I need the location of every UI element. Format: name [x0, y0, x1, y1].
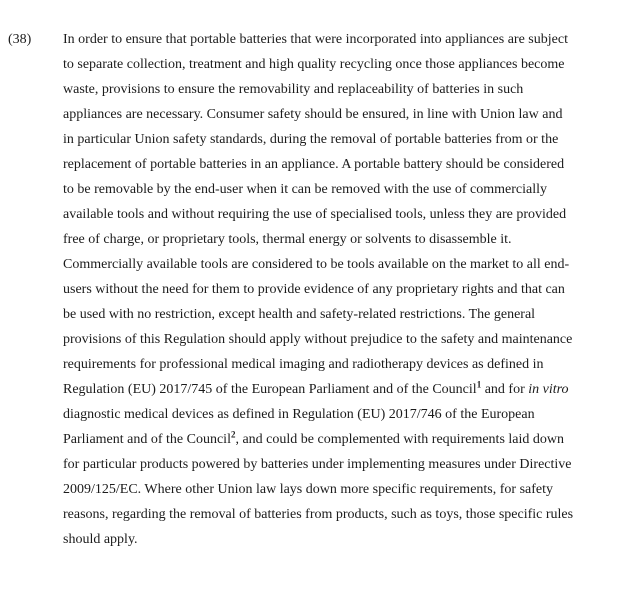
text-line: [63, 77, 632, 102]
text-line: [63, 352, 632, 377]
text-segment: Regulation (EU) 2017/745 of the European Parliament and of the Council: [63, 382, 477, 397]
text-line: [63, 177, 632, 202]
text-segment: requirements for professional medical imaging and radiotherapy devices as defined in: [63, 357, 544, 372]
text-line: [63, 452, 632, 477]
italic-text: in vitro: [528, 382, 569, 397]
text-line: [63, 427, 632, 452]
text-segment: free of charge, or proprietary tools, thermal energy or solvents to disassemble it.: [63, 232, 512, 247]
footnote-reference: 1: [476, 379, 482, 390]
text-segment: should apply.: [63, 532, 138, 547]
text-segment: and for: [481, 382, 529, 397]
text-line: [63, 152, 632, 177]
text-line: [63, 502, 632, 527]
text-line: [63, 377, 632, 402]
text-line: [63, 302, 632, 327]
text-line: [63, 402, 632, 427]
text-segment: to separate collection, treatment and high quality recycling once those appliances become: [63, 57, 565, 72]
paragraph-lines: [63, 27, 632, 552]
footnote-reference: 2: [230, 429, 236, 440]
text-segment: reasons, regarding the removal of batteries from products, such as toys, those specific rules: [63, 507, 574, 522]
text-line: [63, 227, 632, 252]
text-line: [63, 527, 632, 552]
text-segment: in particular Union safety standards, during the removal of portable batteries from or the: [63, 132, 559, 147]
text-line: [63, 102, 632, 127]
text-segment: waste, provisions to ensure the removability and replaceability of batteries in such: [63, 82, 524, 97]
text-segment: 2009/125/EC. Where other Union law lays down more specific requirements, for safety: [63, 482, 553, 497]
text-segment: provisions of this Regulation should apply without prejudice to the safety and maintenance: [63, 332, 573, 347]
text-segment: diagnostic medical devices as defined in Regulation (EU) 2017/746 of the European: [63, 407, 535, 422]
text-line: [63, 27, 632, 52]
text-line: [63, 127, 632, 152]
text-segment: to be removable by the end-user when it can be removed with the use of commercially: [63, 182, 547, 197]
text-segment: Commercially available tools are considered to be tools available on the market to all end-: [63, 257, 570, 272]
text-segment: be used with no restriction, except health and safety-related restrictions. The general: [63, 307, 536, 322]
text-line: [63, 202, 632, 227]
text-segment: users without the need for them to provide evidence of any proprietary rights and that can: [63, 282, 565, 297]
text-segment: for particular products powered by batteries under implementing measures under Directive: [63, 457, 572, 472]
text-line: [63, 252, 632, 277]
text-line: [63, 277, 632, 302]
text-segment: replacement of portable batteries in an appliance. A portable battery should be considered: [63, 157, 565, 172]
text-segment: appliances are necessary. Consumer safety should be ensured, in line with Union law and: [63, 107, 563, 122]
text-segment: In order to ensure that portable batteries that were incorporated into appliances are subject: [63, 32, 568, 47]
text-segment: available tools and without requiring the use of specialised tools, unless they are provided: [63, 207, 567, 222]
text-segment: , and could be complemented with requirements laid down: [235, 432, 564, 447]
text-line: [63, 327, 632, 352]
text-segment: Parliament and of the Council: [63, 432, 231, 447]
text-line: [63, 52, 632, 77]
text-line: [63, 477, 632, 502]
recital-number: (38): [8, 32, 32, 47]
